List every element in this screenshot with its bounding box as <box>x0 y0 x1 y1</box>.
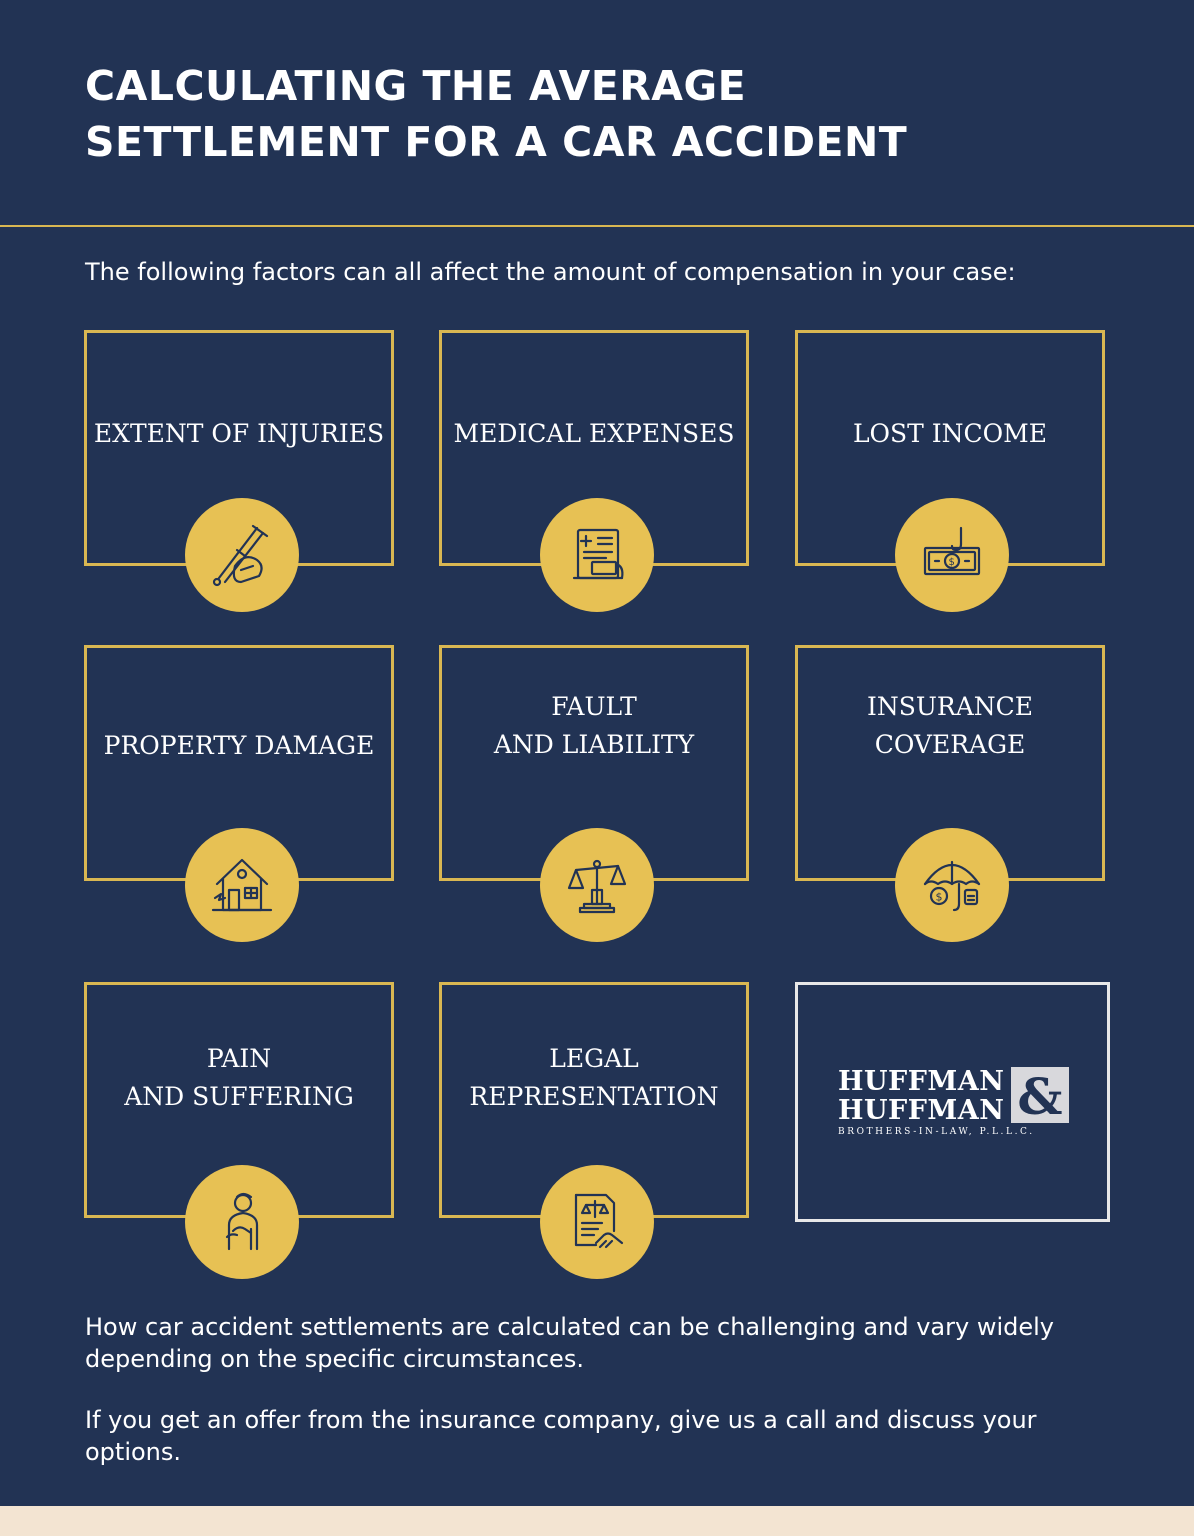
legal-document-handshake-icon <box>540 1165 654 1279</box>
crutch-cast-icon <box>185 498 299 612</box>
logo-name-line-2: HUFFMAN <box>838 1095 1005 1126</box>
title-line-1: CALCULATING THE AVERAGE <box>85 62 747 110</box>
ampersand-glyph: & <box>1017 1067 1063 1123</box>
medical-bill-icon <box>540 498 654 612</box>
closing-paragraph-2: If you get an offer from the insurance company, give us a call and discuss your options. <box>85 1406 1037 1466</box>
person-pain-icon <box>185 1165 299 1279</box>
money-hook-icon <box>895 498 1009 612</box>
header-divider <box>0 225 1194 227</box>
damaged-house-icon <box>185 828 299 942</box>
closing-paragraph-1: How car accident settlements are calculated can be challenging and vary widely depending on the specific circumstances. <box>85 1313 1054 1373</box>
scales-icon <box>540 828 654 942</box>
intro-text: The following factors can all affect the amount of compensation in your case: <box>85 258 1016 286</box>
factor-label: INSURANCE COVERAGE <box>866 692 1034 759</box>
footer-band <box>0 1506 1194 1536</box>
title-line-2: SETTLEMENT FOR A CAR ACCIDENT <box>85 118 908 166</box>
factor-label: PAIN AND SUFFERING <box>124 1044 354 1111</box>
factor-label: FAULT AND LIABILITY <box>493 692 695 759</box>
logo-tagline: BROTHERS-IN-LAW, P.L.L.C. <box>838 1127 1035 1137</box>
umbrella-money-icon <box>895 828 1009 942</box>
factor-label: PROPERTY DAMAGE <box>103 731 375 760</box>
logo-name-line-1: HUFFMAN <box>838 1066 1005 1097</box>
svg-text:$: $ <box>935 890 943 904</box>
svg-text:$: $ <box>948 557 955 568</box>
factor-label: MEDICAL EXPENSES <box>453 419 735 448</box>
firm-logo-box <box>795 982 1110 1222</box>
page-title <box>85 58 907 170</box>
ampersand-mark <box>1011 1067 1069 1123</box>
factor-label: LOST INCOME <box>852 419 1048 448</box>
factor-label: LEGAL REPRESENTATION <box>469 1044 719 1111</box>
factor-label: EXTENT OF INJURIES <box>93 419 385 448</box>
